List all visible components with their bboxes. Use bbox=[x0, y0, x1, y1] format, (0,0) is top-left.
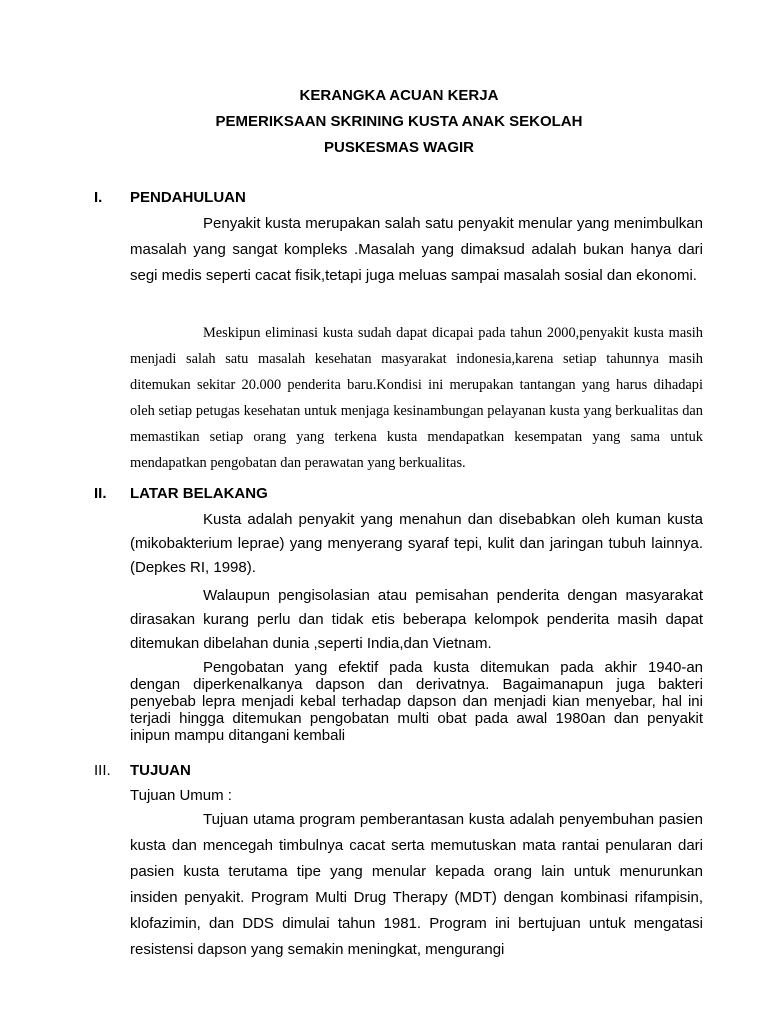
paragraph: Walaupun pengisolasian atau pemisahan penderita dengan masyarakat dirasakan kurang perlu dan tidak etis beberapa kelompok penderita masih dapat ditemukan dibelahan dunia ,seperti India,dan Vietnam. bbox=[130, 587, 703, 652]
section-number: III. bbox=[94, 762, 111, 779]
paragraph: Tujuan utama program pemberantasan kusta adalah penyembuhan pasien kusta dan mencegah timbulnya cacat serta memutuskan mata rantai penularan dari pasien kusta terutama tipe yang menular kepada orang lain untuk menurunkan insiden penyakit. Program Multi Drug Therapy (MDT) dengan kombinasi rifampisin, klofazimin, dan DDS dimulai tahun 1981. Program ini bertujuan untuk mengatasi resistensi dapson yang semakin meningkat, mengurangi bbox=[130, 811, 703, 958]
document-location: PUSKESMAS WAGIR bbox=[323, 139, 474, 156]
document-subtitle: PEMERIKSAAN SKRINING KUSTA ANAK SEKOLAH bbox=[215, 113, 583, 130]
paragraph: Meskipun eliminasi kusta sudah dapat dicapai pada tahun 2000,penyakit kusta masih menjadi salah satu masalah kesehatan masyarakat indonesia,karena setiap tahunnya masih ditemukan sekitar 20.000 penderita baru.Kondisi ini merupakan tantangan yang harus dihadapi oleh setiap petugas kesehatan untuk menjaga kesinambungan pelayanan kusta yang berkualitas dan memastikan setiap orang yang terkena kusta mendapatkan kesempatan yang sama untuk mendapatkan pengobatan dan perawatan yang berkualitas. bbox=[130, 325, 703, 471]
subheading: Tujuan Umum : bbox=[130, 787, 232, 804]
paragraph: Kusta adalah penyakit yang menahun dan disebabkan oleh kuman kusta (mikobakterium leprae) yang menyerang syaraf tepi, kulit dan jaringan tubuh lainnya. (Depkes RI, 1998). bbox=[130, 511, 703, 576]
paragraph: Penyakit kusta merupakan salah satu penyakit menular yang menimbulkan masalah yang sangat kompleks .Masalah yang dimaksud adalah bukan hanya dari segi medis seperti cacat fisik,tetapi juga meluas sampai masalah sosial dan ekonomi. bbox=[130, 215, 703, 284]
section-number: II. bbox=[94, 485, 107, 502]
section-number: I. bbox=[94, 189, 103, 206]
section-heading: PENDAHULUAN bbox=[130, 189, 246, 206]
section-heading: LATAR BELAKANG bbox=[130, 485, 268, 502]
section-heading: TUJUAN bbox=[130, 762, 191, 779]
paragraph: Pengobatan yang efektif pada kusta ditemukan pada akhir 1940-an dengan diperkenalkanya dapson dan derivatnya. Bagaimanapun juga bakteri penyebab lepra menjadi kebal terhadap dapson dan menjadi kian menyebar, hal ini terjadi hingga ditemukan pengobatan multi obat pada awal 1980an dan penyakit inipun mampu ditangani kembali bbox=[130, 659, 703, 744]
document-title: KERANGKA ACUAN KERJA bbox=[299, 87, 499, 104]
